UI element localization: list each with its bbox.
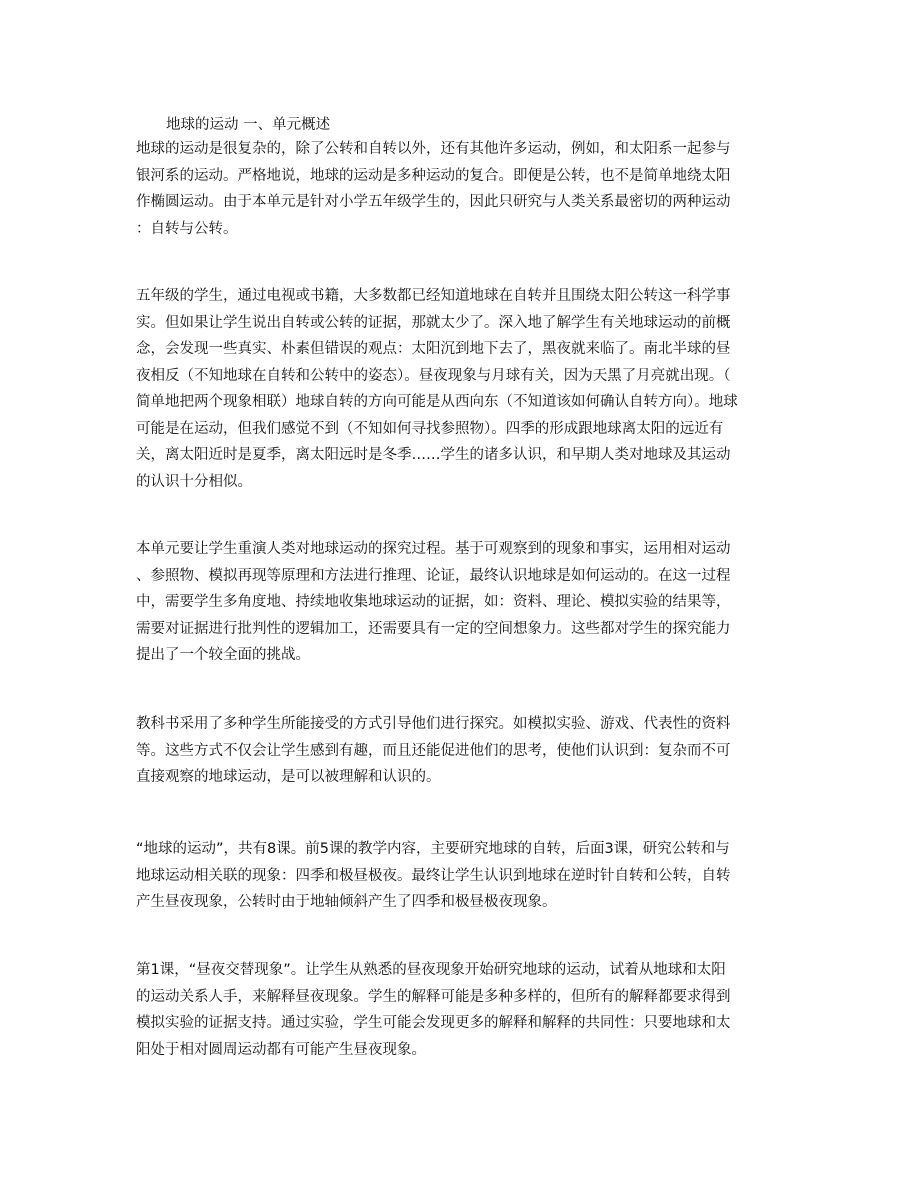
paragraph-line: 的运动关系人手，来解释昼夜现象。学生的解释可能是多种多样的，但所有的解释都要求得到	[136, 988, 731, 1005]
paragraph-line: 模拟实验的证据支持。通过实验，学生可能会发现更多的解释和解释的共同性：只要地球和太	[136, 1015, 731, 1031]
paragraph-line: 夜相反（不知地球在自转和公转中的姿态）。昼夜现象与月球有关，因为天黑了月亮就出现。（	[136, 367, 731, 384]
paragraph-overview	[136, 136, 786, 242]
paragraph-textbook-methods	[136, 711, 786, 791]
paragraph-line: 教科书采用了多种学生所能接受的方式引导他们进行探究。如模拟实验、游戏、代表性的资料	[136, 716, 731, 732]
paragraph-line: 可能是在运动，但我们感觉不到（不知如何寻找参照物）。四季的形成跟地球离太阳的远近有	[136, 420, 724, 437]
paragraph-line: 的认识十分相似。	[136, 473, 252, 490]
paragraph-line: ：自转与公转。	[136, 220, 238, 237]
document-title: 地球的运动 一、单元概述	[166, 117, 331, 133]
paragraph-line: 产生昼夜现象，公转时由于地轴倾斜产生了四季和极昼极夜现象。	[136, 894, 557, 910]
paragraph-line: 关，离太阳近时是夏季，离太阳远时是冬季……学生的诸多认识，和早期人类对地球及其运动	[136, 447, 731, 463]
paragraph-inquiry-process	[136, 536, 786, 669]
paragraph-line: 实。但如果让学生说出自转或公转的证据，那就太少了。深入地了解学生有关地球运动的前概	[136, 314, 731, 331]
paragraph-line: 银河系的运动。严格地说，地球的运动是多种运动的复合。即便是公转，也不是简单地绕太阳	[136, 167, 731, 184]
paragraph-line: 作椭圆运动。由于本单元是针对小学五年级学生的，因此只研究与人类关系最密切的两种运动	[136, 194, 731, 210]
paragraph-line: 本单元要让学生重演人类对地球运动的探究过程。基于可观察到的现象和事实，运用相对运动	[136, 541, 731, 557]
paragraph-line: 中，需要学生多角度地、持续地收集地球运动的证据，如：资料、理论、模拟实验的结果等，	[136, 594, 731, 610]
paragraph-line: 地球的运动是很复杂的，除了公转和自转以外，还有其他许多运动，例如，和太阳系一起参与	[136, 141, 731, 157]
paragraph-line: 第1课，“昼夜交替现象”。让学生从熟悉的昼夜现象开始研究地球的运动，试着从地球和太阳	[136, 962, 726, 978]
paragraph-line: 地球运动相关联的现象：四季和极昼极夜。最终让学生认识到地球在逆时针自转和公转，自转	[136, 867, 731, 884]
paragraph-line: “地球的运动”，共有8课。前5课的教学内容，主要研究地球的自转，后面3课，研究公转和与	[136, 841, 730, 857]
paragraph-line: 直接观察的地球运动，是可以被理解和认识的。	[136, 769, 441, 785]
paragraph-lesson-1	[136, 957, 786, 1063]
paragraph-line: 、参照物、模拟再现等原理和方法进行推理、论证，最终认识地球是如何运动的。在这一过程	[136, 567, 731, 584]
paragraph-unit-structure	[136, 836, 786, 916]
paragraph-line: 五年级的学生，通过电视或书籍，大多数都已经知道地球在自转并且围绕太阳公转这一科学事	[136, 288, 731, 304]
paragraph-line: 需要对证据进行批判性的逻辑加工，还需要具有一定的空间想象力。这些都对学生的探究能力	[136, 620, 731, 637]
paragraph-student-preconceptions	[136, 283, 786, 495]
paragraph-line: 提出了一个较全面的挑战。	[136, 647, 310, 663]
paragraph-line: 等。这些方式不仅会让学生感到有趣，而且还能促进他们的思考，使他们认识到：复杂而不可	[136, 742, 731, 759]
paragraph-line: 阳处于相对圆周运动都有可能产生昼夜现象。	[136, 1041, 426, 1058]
paragraph-line: 简单地把两个现象相联）地球自转的方向可能是从西向东（不知道该如何确认自转方向）。地球	[136, 394, 738, 410]
paragraph-line: 念，会发现一些真实、朴素但错误的观点：太阳沉到地下去了，黑夜就来临了。南北半球的昼	[136, 341, 731, 357]
